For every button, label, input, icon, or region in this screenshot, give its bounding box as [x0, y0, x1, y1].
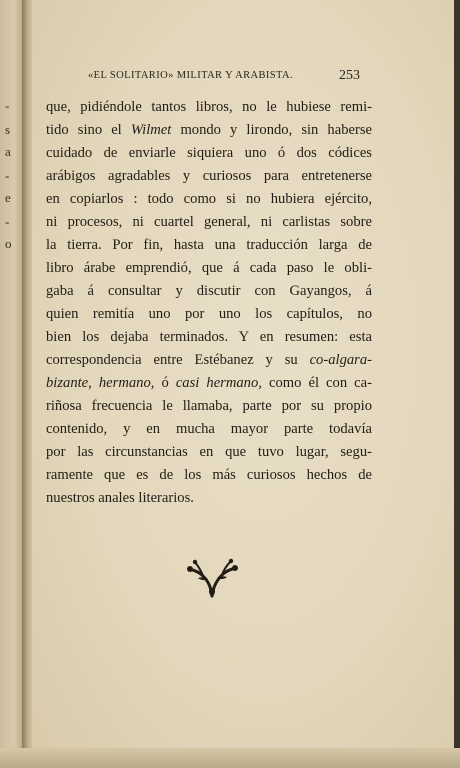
- text-line: gaba á consultar y discutir con Gayangos, á: [46, 283, 372, 299]
- text-line: ramente que es de los más curiosos hechos de: [46, 467, 372, 483]
- text-line: quien remitía uno por uno los capítulos, no: [46, 306, 372, 322]
- italic-phrase: bizante, hermano,: [46, 375, 155, 391]
- italic-phrase: co-algara-: [309, 352, 372, 368]
- facing-page-char: s: [5, 122, 11, 137]
- text-span: mondo y lirondo, sin haberse: [171, 122, 372, 138]
- text-line: cuidado de enviarle siquiera uno ó dos códices: [46, 145, 372, 161]
- text-line: riñosa frecuencia le llamaba, parte por su propio: [46, 398, 372, 414]
- facing-page-char: -: [5, 214, 10, 229]
- text-span: tido sino el: [46, 122, 131, 138]
- text-line: nuestros anales literarios.: [46, 490, 194, 506]
- text-line: la tierra. Por fin, hasta una traducción larga de: [46, 237, 372, 253]
- text-line: [46, 372, 372, 395]
- italic-phrase: casi hermano: [175, 375, 259, 391]
- facing-page-char: o: [5, 236, 12, 251]
- facing-page-char: -: [5, 168, 10, 183]
- text-line: contenido, y en mucha mayor parte todavía: [46, 421, 372, 437]
- text-line: que, pidiéndole tantos libros, no le hubiese remi-: [46, 99, 372, 115]
- text-line: por las circunstancias en que tuvo lugar, segu-: [46, 444, 372, 460]
- text-span: correspondencia entre Estébanez y su: [46, 352, 310, 368]
- facing-page-char: e: [5, 190, 11, 205]
- text-line: [46, 119, 372, 142]
- text-line: [46, 349, 372, 372]
- facing-page-char: -: [5, 98, 10, 113]
- text-line: en copiarlos : todo como si no hubiera ejército,: [46, 191, 372, 207]
- facing-page-edge: [0, 0, 24, 768]
- text-line: ni procesos, ni cuartel general, ni carlistas sobre: [46, 214, 372, 230]
- text-line: arábigos agradables y curiosos para entretenerse: [46, 168, 372, 184]
- text-line: bien los dejaba terminados. Y en resumen: esta: [46, 329, 372, 345]
- italic-title: Wilmet: [130, 122, 172, 138]
- page-number: 253: [339, 68, 360, 83]
- facing-page-char: a: [5, 144, 11, 159]
- text-span: ó: [154, 375, 176, 391]
- fleuron-ornament-icon: [186, 556, 238, 600]
- page-right-edge: [454, 0, 460, 768]
- text-span: , como él con ca-: [258, 375, 372, 391]
- text-line: libro árabe emprendió, que á cada paso le obli-: [46, 260, 372, 276]
- running-header: «EL SOLITARIO» MILITAR Y ARABISTA.: [88, 70, 294, 81]
- page-bottom-edge: [0, 748, 460, 768]
